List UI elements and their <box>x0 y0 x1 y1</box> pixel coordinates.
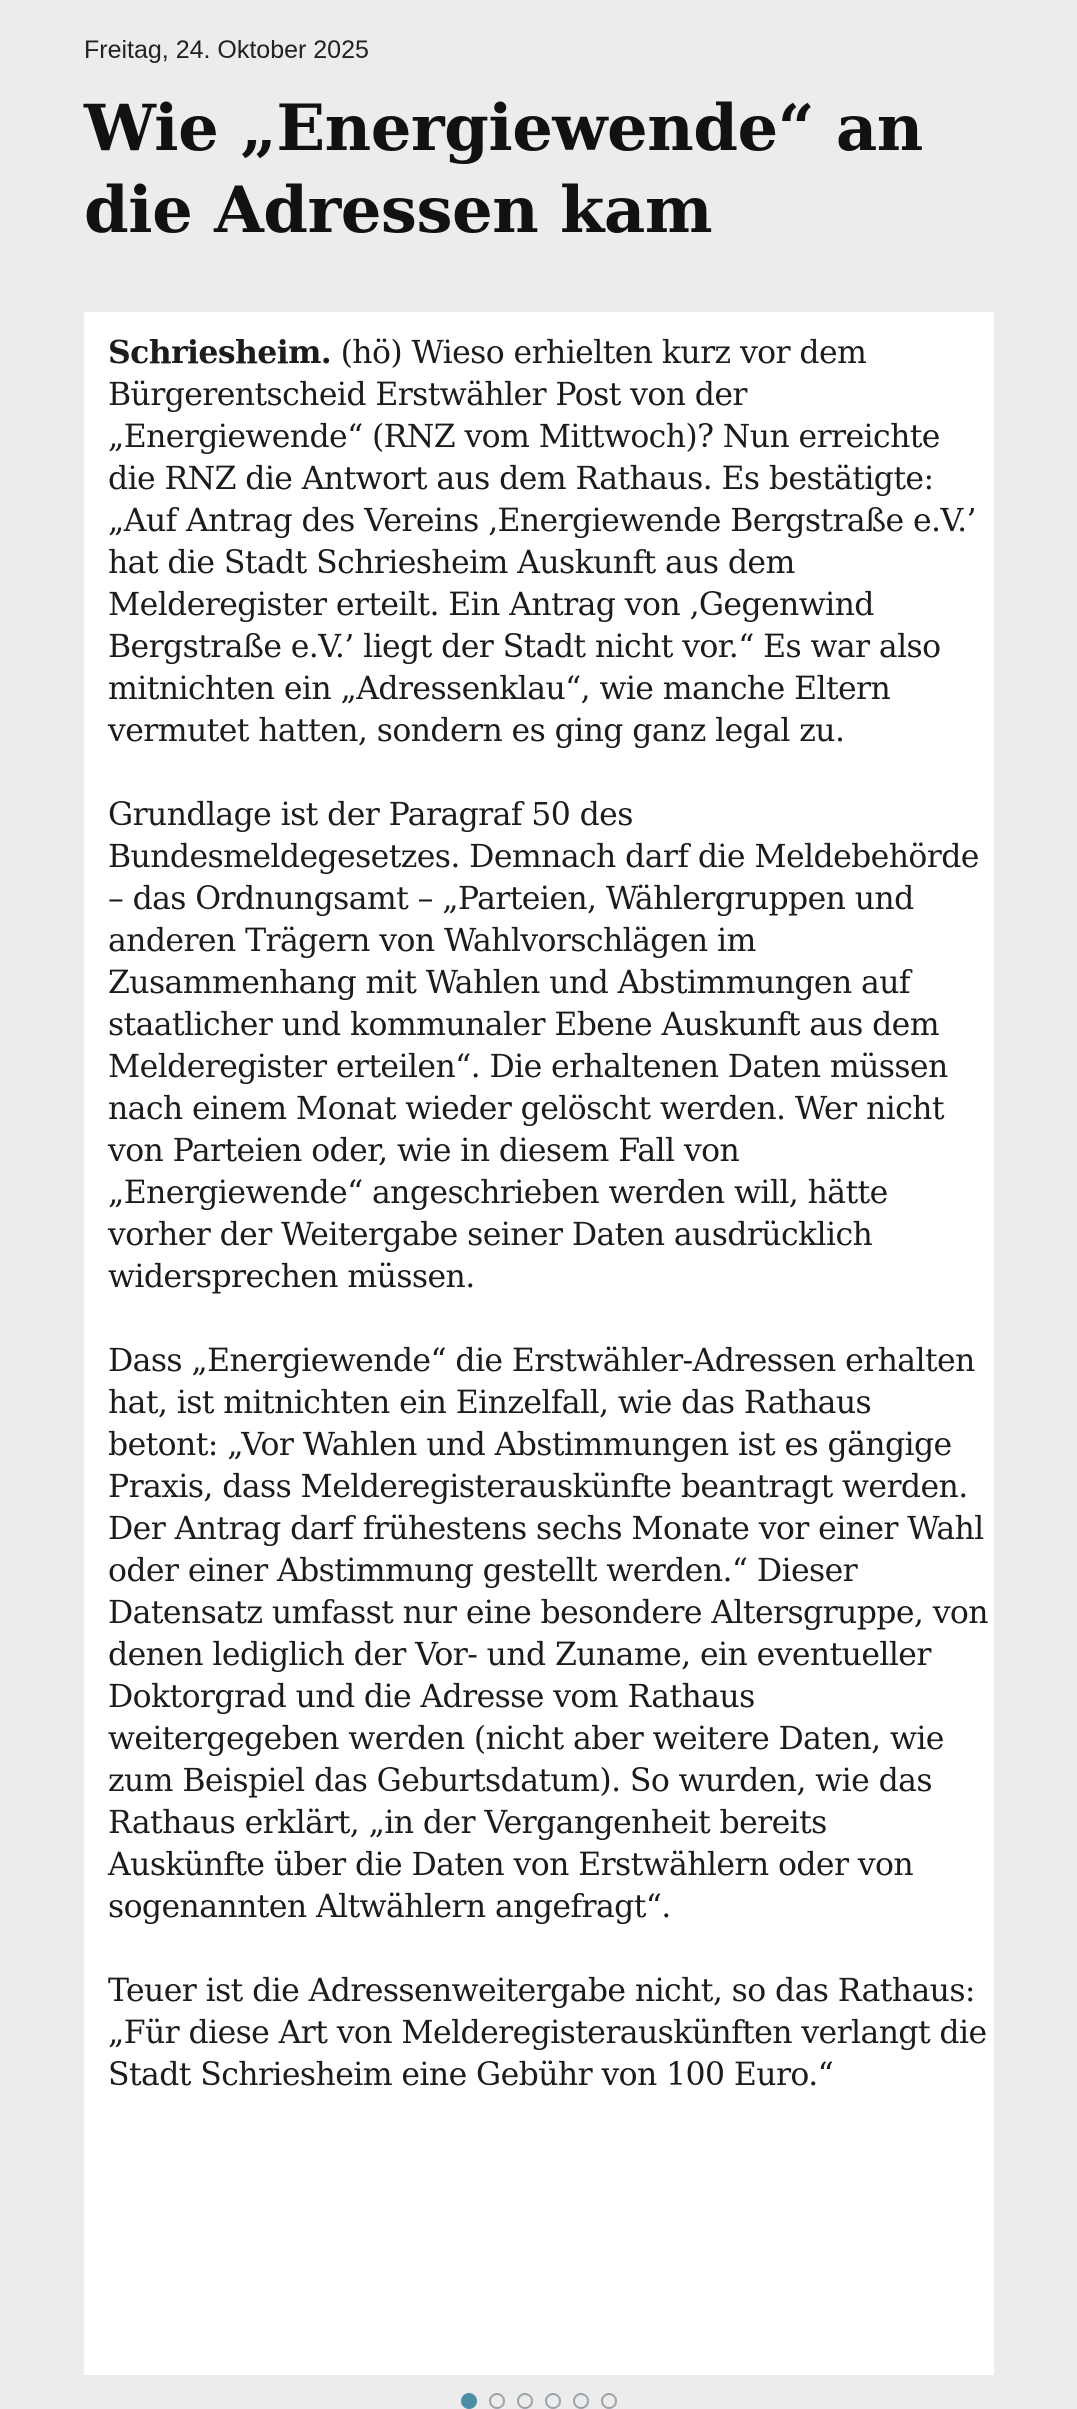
article-dateline: Schriesheim. <box>108 334 332 371</box>
page-dot-2[interactable] <box>489 2393 505 2409</box>
article-paragraph-1 <box>108 332 988 752</box>
page-dot-6[interactable] <box>601 2393 617 2409</box>
article-paragraph-2: Grundlage ist der Paragraf 50 des Bundesmeldegesetzes. Demnach darf die Meldebehörde – das Ordnungsamt – „Parteien, Wählergruppen und anderen Trägern von Wahlvorschlägen im Zusammenhang mit Wahlen und Abstimmungen auf staatlicher und kommunaler Ebene Auskunft aus dem Melderegister erteilen“. Die erhaltenen Daten müssen nach einem Monat wieder gelöscht werden. Wer nicht von Parteien oder, wie in diesem Fall von „Energiewende“ angeschrieben werden will, hätte vorher der Weitergabe seiner Daten ausdrücklich widersprechen müssen. <box>108 797 979 1295</box>
article-body <box>108 332 988 2138</box>
page-dot-4[interactable] <box>545 2393 561 2409</box>
article-paragraph-1-text: (hö) Wieso erhielten kurz vor dem Bürgerentscheid Erstwähler Post von der „Energiewende“ (RNZ vom Mittwoch)? Nun erreichte die RNZ die Antwort aus dem Rathaus. Es bestätigte: „Auf Antrag des Vereins ‚Energiewende Bergstraße e.V.’ hat die Stadt Schriesheim Auskunft aus dem Melderegister erteilt. Ein Antrag von ‚Gegenwind Bergstraße e.V.’ liegt der Stadt nicht vor.“ Es war also mitnichten ein „Adressenklau“, wie manche Eltern vermutet hatten, sondern es ging ganz legal zu. <box>108 335 976 749</box>
page-title: Wie „Energiewende“ an die Adressen kam <box>84 91 923 248</box>
page-indicator <box>0 2393 1077 2409</box>
page-dot-5[interactable] <box>573 2393 589 2409</box>
date-line: Freitag, 24. Oktober 2025 <box>84 36 369 64</box>
page-dot-3[interactable] <box>517 2393 533 2409</box>
article-paragraph-4: Teuer ist die Adressenweitergabe nicht, so das Rathaus: „Für diese Art von Melderegisterauskünften verlangt die Stadt Schriesheim eine Gebühr von 100 Euro.“ <box>108 1973 987 2093</box>
article-card <box>84 312 994 2375</box>
article-paragraph-3: Dass „Energiewende“ die Erstwähler-Adressen erhalten hat, ist mitnichten ein Einzelfall, wie das Rathaus betont: „Vor Wahlen und Abstimmungen ist es gängige Praxis, dass Melderegisterauskünfte beantragt werden. Der Antrag darf frühestens sechs Monate vor einer Wahl oder einer Abstimmung gestellt werden.“ Dieser Datensatz umfasst nur eine besondere Altersgruppe, von denen lediglich der Vor- und Zuname, ein eventueller Doktorgrad und die Adresse vom Rathaus weitergegeben werden (nicht aber weitere Daten, wie zum Beispiel das Geburtsdatum). So wurden, wie das Rathaus erklärt, „in der Vergangenheit bereits Auskünfte über die Daten von Erstwählern oder von sogenannten Altwählern angefragt“. <box>108 1343 988 1925</box>
page-dot-1[interactable] <box>461 2393 477 2409</box>
